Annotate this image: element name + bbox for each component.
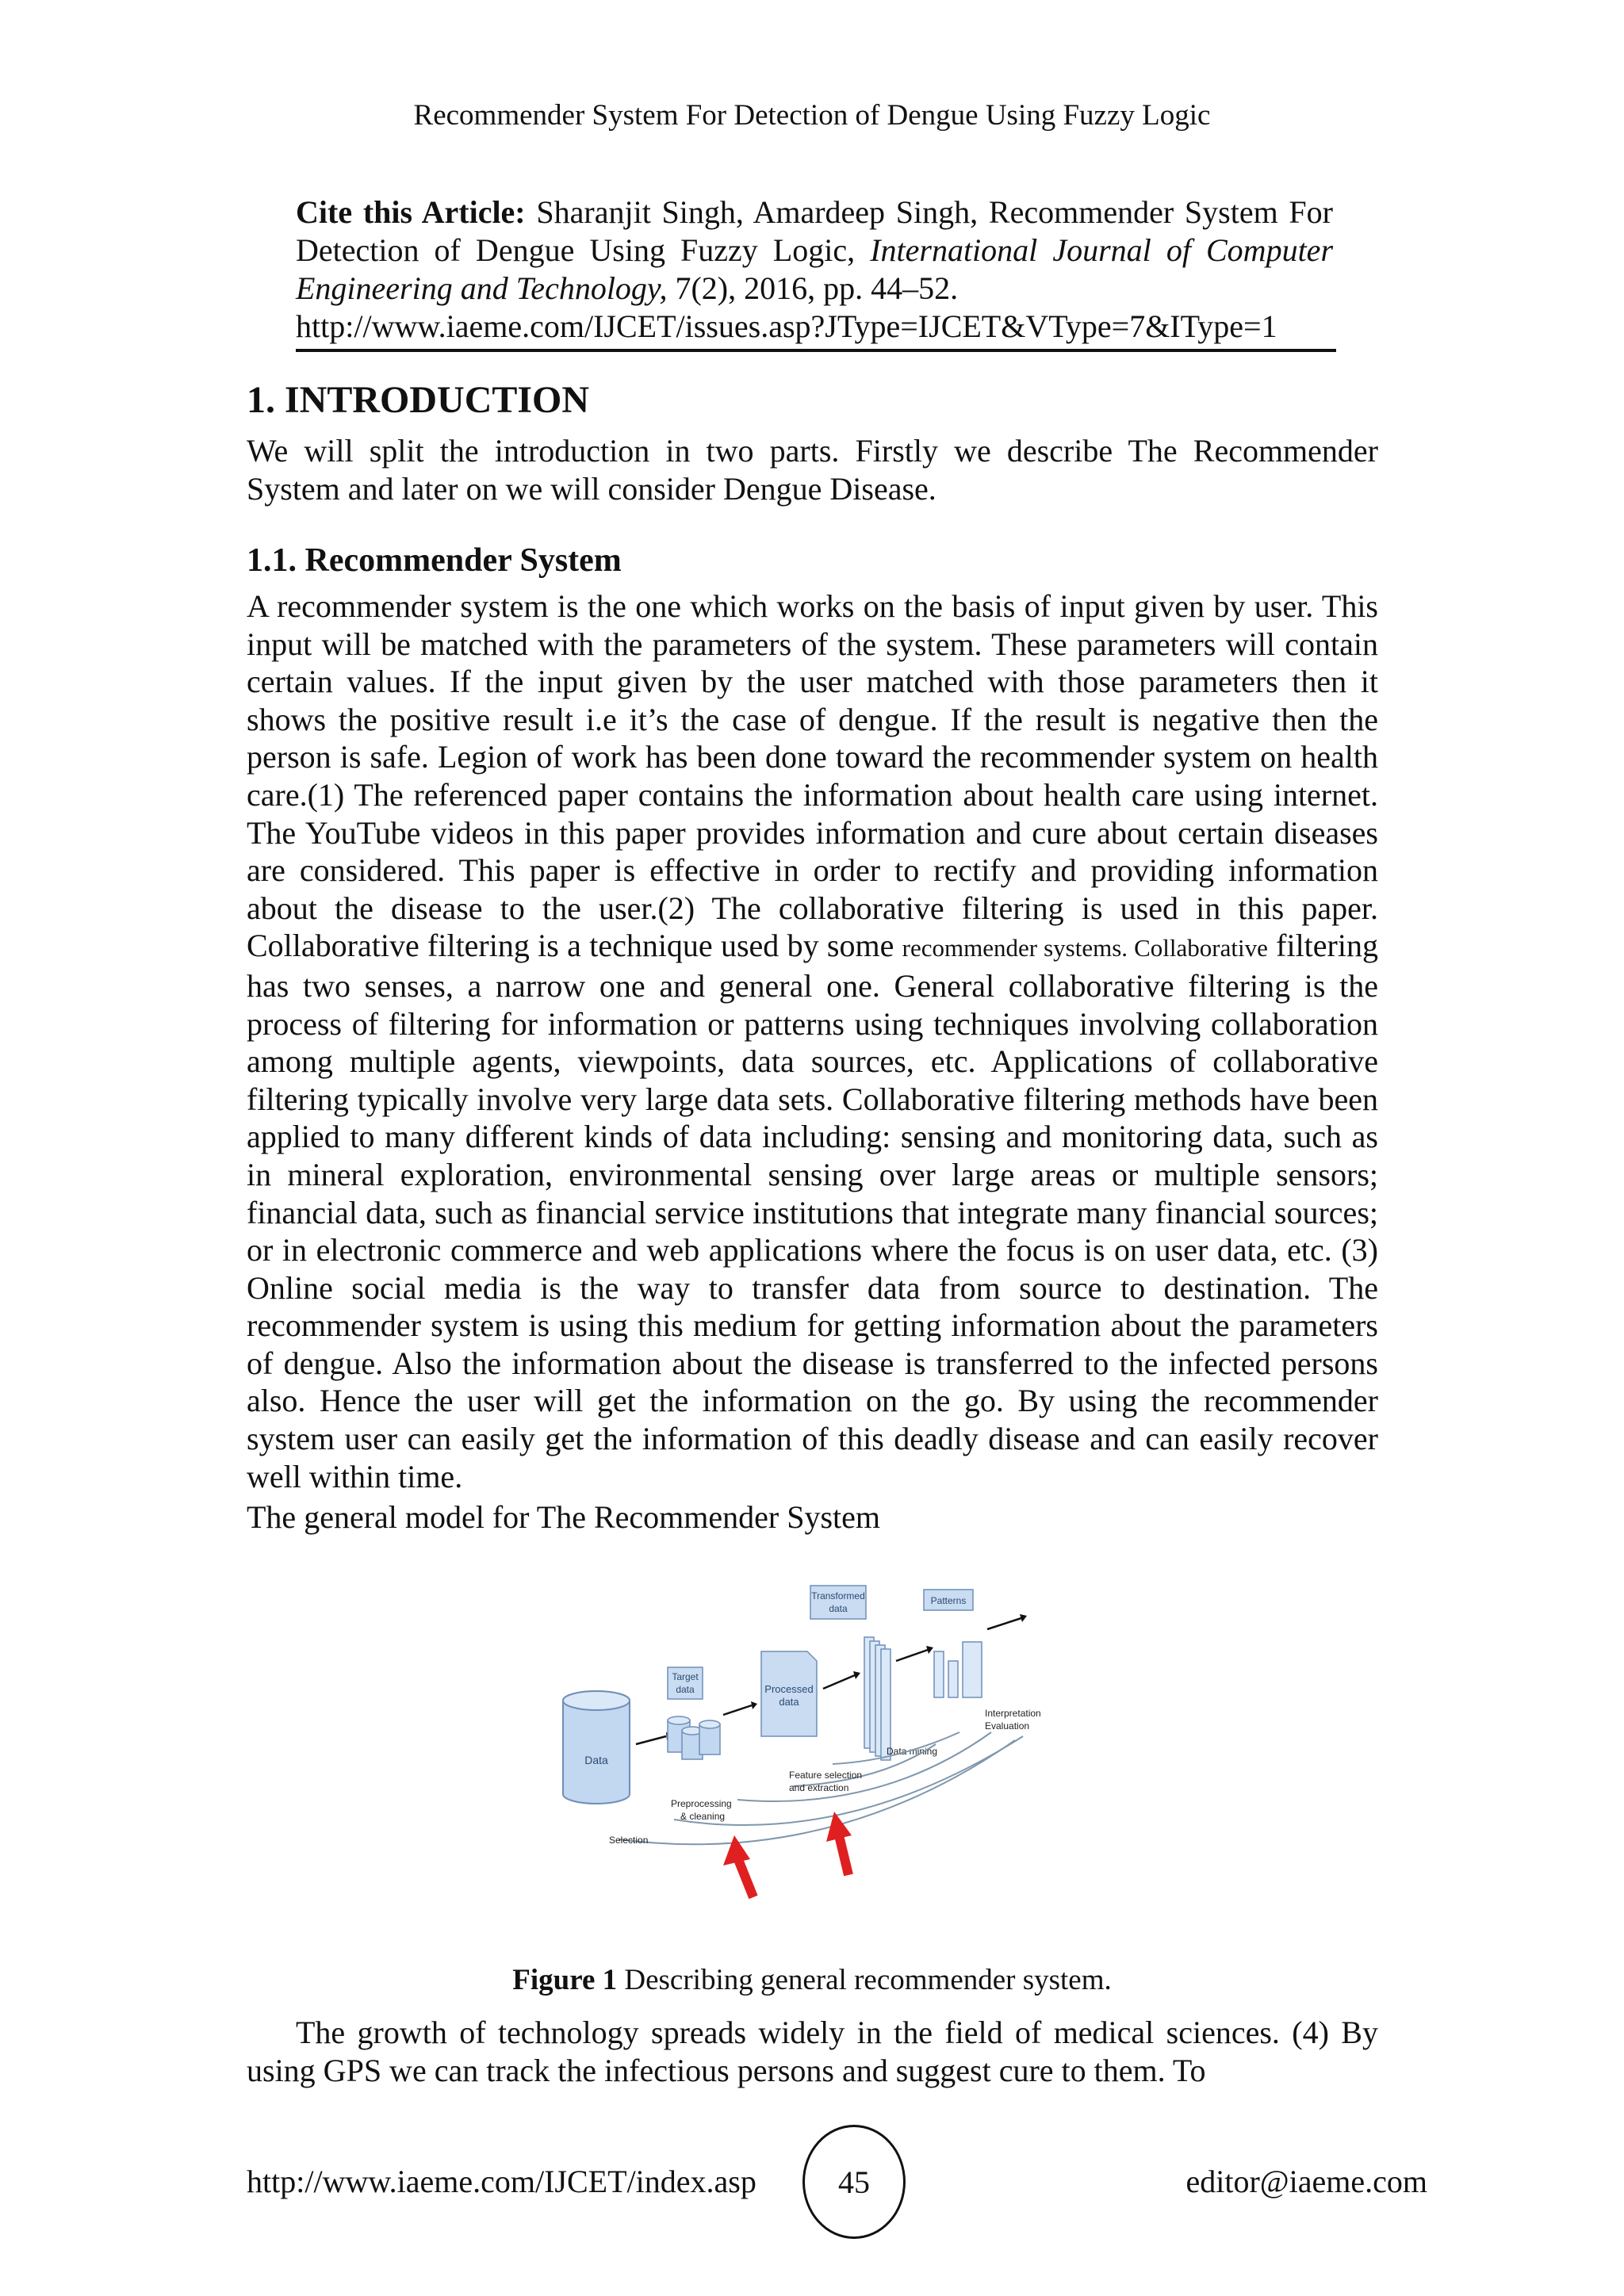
page-number: 45 [802,2125,906,2239]
figure-recommender-diagram [547,1574,1086,1907]
label-data-mining: Data mining [887,1746,938,1757]
label-patterns: Patterns [930,1595,967,1606]
section-heading-introduction: 1. INTRODUCTION [247,379,590,421]
label-transformed-1: Transformed [811,1590,865,1601]
label-processed-1: Processed [764,1683,814,1695]
label-selection: Selection [609,1835,649,1846]
citation-label: Cite this Article: [296,194,526,230]
red-arrow-preprocessing [723,1835,753,1897]
model-line-block [247,1498,1378,1536]
label-feature-extraction: and extraction [789,1782,849,1793]
arrow-to-knowledge [987,1618,1021,1629]
footer-url[interactable]: http://www.iaeme.com/IJCET/index.asp [247,2164,756,2199]
label-processed-2: data [779,1696,799,1708]
recommender-paragraph-block [247,587,1378,1495]
recommender-text-part1: A recommender system is the one which works on the basis of input given by user. This input will be matched with the parameters of the system. These parameters will contain certain values. If the input given by the user matched with those parameters then it shows the positive result i.e it’s the case of dengue. If the result is negative then the person is safe. Legion of work has been done toward the recommender system on health care.(1) The referenced paper contains the information about health care using internet. The YouTube videos in this paper provides information and cure about certain diseases are considered. This paper is effective in order to rectify and providing information about the disease to the user.(2) The collaborative filtering is used in this paper. Collaborative filtering is a technique used by some [247,588,1378,964]
transformed-sheets [864,1637,891,1760]
arrow-to-processed [723,1705,752,1715]
data-cylinder [563,1691,630,1804]
label-target-2: data [676,1684,695,1695]
model-intro-line: The general model for The Recommender System [247,1499,881,1535]
recommender-paragraph [247,587,1378,1495]
citation-authors-title: Sharanjit Singh, Amardeep Singh, Recommender System For Detection of Dengue Using Fuzzy Logic, [296,194,1333,268]
red-arrow-feature [826,1812,852,1875]
label-interpretation: Interpretation [985,1708,1041,1719]
caption-label: Figure 1 [512,1964,618,1996]
recommender-text-small: recommender systems. Collaborative [902,934,1268,962]
label-data: Data [584,1754,608,1766]
label-feature-selection: Feature selection [789,1770,863,1781]
continuation-block [247,2014,1378,2089]
label-evaluation: Evaluation [985,1720,1030,1732]
section-heading-recommender-system: 1.1. Recommender System [247,542,622,579]
pattern-bars [934,1642,982,1697]
caption-text: Describing general recommender system. [617,1964,1112,1996]
arrow-to-transformed [823,1675,855,1689]
label-transformed-2: data [829,1603,848,1614]
citation-details: 7(2), 2016, pp. 44–52. [667,270,959,306]
label-cleaning: & cleaning [680,1811,726,1822]
citation-journal: International Journal of Computer Engineering and Technology, [296,232,1334,306]
target-cylinders [668,1716,720,1759]
continuation-paragraph: The growth of technology spreads widely in the field of medical sciences. (4) By using GPS we can track the infectious persons and suggest cure to them. To [247,2015,1378,2088]
intro-paragraph: We will split the introduction in two parts. Firstly we describe The Recommender System and later on we will consider Dengue Disease. [247,433,1378,507]
footer-email[interactable]: editor@iaeme.com [1185,2164,1427,2199]
label-target-1: Target [672,1671,699,1682]
running-title: Recommender System For Detection of Dengue Using Fuzzy Logic [413,99,1211,132]
arrow-head-processed [751,1701,757,1709]
arrow-to-patterns [896,1650,928,1661]
recommender-text-part2: filtering has two senses, a narrow one and general one. General collaborative filtering is the process of filtering for information or patterns using techniques involving collaboration among multiple agents, viewpoints, data sources, etc. Applications of collaborative filtering typically involve very large data sets. Collaborative filtering methods have been applied to many different kinds of data including: sensing and monitoring data, such as in mineral exploration, environmental sensing over large areas or multiple sensors; financial data, such as financial service institutions that integrate many financial sources; or in electronic commerce and web applications where the focus is on user data, etc. (3) Online social media is the way to transfer data from source to destination. The recommender system is using this medium for getting information about the parameters of dengue. Also the information about the disease is transferred to the infected persons also. Hence the user will get the information on the go. By using the recommender system user can easily get the information of this deadly disease and can easily recover well within time. [247,928,1378,1494]
arrow-to-target [636,1736,666,1744]
citation-rule [296,349,1336,352]
citation-block [296,193,1333,346]
label-preprocessing: Preprocessing [671,1798,732,1809]
intro-paragraph-block [247,432,1378,507]
figure-caption [0,1963,1624,1997]
citation-url[interactable]: http://www.iaeme.com/IJCET/issues.asp?JType=IJCET&VType=7&IType=1 [296,308,1277,344]
